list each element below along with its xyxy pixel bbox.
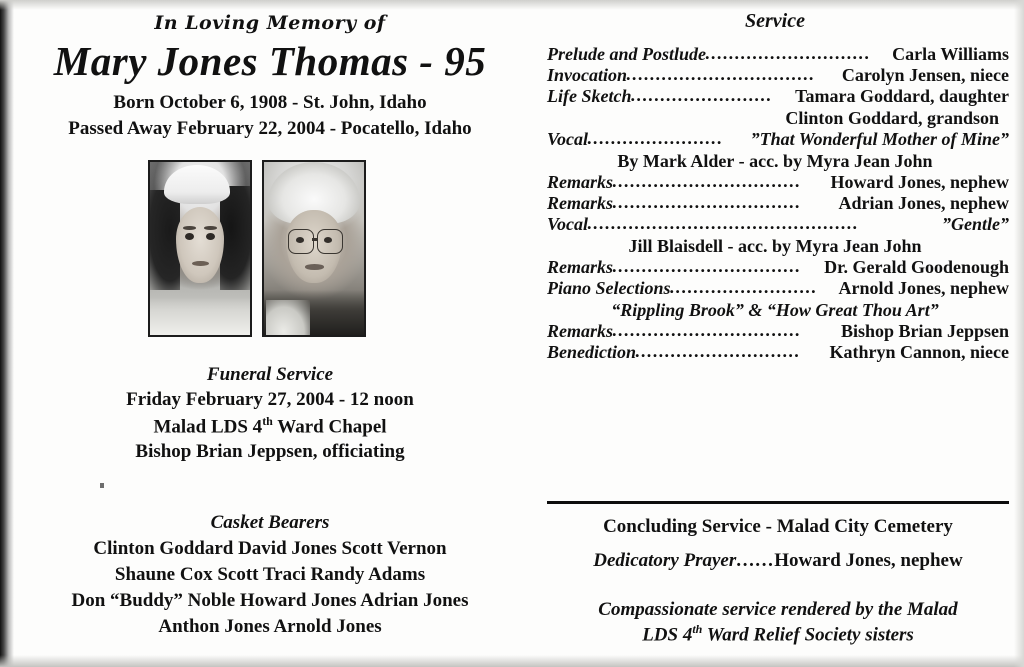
service-item-subline: Clinton Goddard, grandson xyxy=(785,108,999,128)
service-item-leader-dots: ................................ xyxy=(612,256,801,276)
service-item-label: Prelude and Postlude xyxy=(547,44,707,64)
compassionate-service-note xyxy=(541,598,1021,647)
service-item-subline: “Rippling Brook” & “How Great Thou Art” xyxy=(611,300,939,320)
service-item xyxy=(547,86,1009,107)
service-item-label: Life Sketch xyxy=(547,86,632,106)
service-item-leader-dots: ............................ xyxy=(705,43,871,63)
death-line: Passed Away February 22, 2004 - Pocatello, Idaho xyxy=(68,118,472,139)
service-item-value: Arnold Jones, nephew xyxy=(838,278,1009,298)
service-item-leader-dots: ................................ xyxy=(626,64,815,84)
service-item xyxy=(547,257,1009,278)
funeral-service-details xyxy=(18,364,522,463)
casket-bearers-section xyxy=(18,512,522,638)
dedicatory-prayer-line xyxy=(541,550,1015,572)
service-item-value: Carla Williams xyxy=(892,44,1009,64)
service-item-value: ”Gentle” xyxy=(942,214,1009,234)
service-item-label: Remarks xyxy=(547,321,614,341)
service-item xyxy=(547,44,1009,65)
casket-bearers-row: Don “Buddy” Noble Howard Jones Adrian Jones xyxy=(71,590,469,611)
service-item-label: Benediction xyxy=(547,342,636,362)
funeral-venue-line xyxy=(18,414,522,438)
scan-edge-left xyxy=(0,0,14,667)
service-item xyxy=(547,214,1009,235)
service-item-value: Carolyn Jensen, niece xyxy=(841,65,1009,85)
service-item xyxy=(547,129,1009,150)
casket-bearers-row: Shaune Cox Scott Traci Randy Adams xyxy=(114,564,426,585)
section-divider-rule xyxy=(547,501,1009,504)
portrait-photo-elder xyxy=(262,160,366,337)
concluding-service-title: Concluding Service - Malad City Cemetery xyxy=(603,516,953,537)
dedicatory-prayer-label: Dedicatory Prayer xyxy=(593,550,737,571)
service-item xyxy=(547,172,1009,193)
service-item xyxy=(547,278,1009,299)
portrait-photo-pair xyxy=(130,160,370,335)
service-item-label: Remarks xyxy=(547,257,614,277)
dedicatory-prayer-dots: …… xyxy=(736,550,775,571)
compassion-text-pre: LDS 4 xyxy=(642,624,693,646)
service-item-label: Remarks xyxy=(547,193,614,213)
service-item-label: Vocal xyxy=(547,129,589,149)
funeral-service-title: Funeral Service xyxy=(206,364,334,385)
service-item-leader-dots: .............................................. xyxy=(587,213,859,233)
funeral-officiant-line: Bishop Brian Jeppsen, officiating xyxy=(135,441,405,463)
compassion-ordinal-suffix: th xyxy=(692,621,703,636)
service-item-subline: By Mark Alder - acc. by Myra Jean John xyxy=(617,151,933,171)
casket-bearers-row: Anthon Jones Arnold Jones xyxy=(158,616,382,637)
service-right-column xyxy=(541,0,1015,667)
service-item-label: Invocation xyxy=(547,65,628,85)
in-loving-memory-line: In Loving Memory of xyxy=(154,12,386,34)
service-item-value: Kathryn Cannon, niece xyxy=(829,342,1009,362)
compassion-line-2 xyxy=(541,622,1015,647)
service-item-leader-dots: ................................ xyxy=(612,320,801,340)
dedicatory-prayer-value: Howard Jones, nephew xyxy=(774,550,963,571)
service-item-label: Piano Selections xyxy=(547,278,671,298)
service-item-leader-dots: ........................ xyxy=(630,85,773,105)
service-item xyxy=(547,65,1009,86)
service-item-leader-dots: ................................ xyxy=(612,192,801,212)
funeral-date-line: Friday February 27, 2004 - 12 noon xyxy=(126,389,414,410)
service-program-list xyxy=(541,44,1015,363)
service-item-subline: Jill Blaisdell - acc. by Myra Jean John xyxy=(628,236,922,256)
service-item-leader-dots: ....................... xyxy=(587,128,723,148)
service-item-value: Bishop Brian Jeppsen xyxy=(840,321,1009,341)
birth-line: Born October 6, 1908 - St. John, Idaho xyxy=(113,92,427,113)
compassion-line-1: Compassionate service rendered by the Malad xyxy=(598,599,958,620)
deceased-name-title: Mary Jones Thomas - 95 xyxy=(53,38,487,84)
casket-bearers-row: Clinton Goddard David Jones Scott Vernon xyxy=(93,538,447,559)
service-item-value: Dr. Gerald Goodenough xyxy=(824,257,1009,277)
casket-bearers-title: Casket Bearers xyxy=(210,512,330,533)
service-item-value: Adrian Jones, nephew xyxy=(838,193,1009,213)
service-item-label: Remarks xyxy=(547,172,614,192)
service-item-leader-dots: ............................ xyxy=(635,341,801,361)
service-item-value: ”That Wonderful Mother of Mine” xyxy=(750,129,1009,149)
venue-text-post: Ward Chapel xyxy=(272,416,387,438)
venue-text-pre: Malad LDS 4 xyxy=(153,416,263,438)
service-item xyxy=(547,342,1009,363)
service-item-label: Vocal xyxy=(547,214,589,234)
service-item-value: Tamara Goddard, daughter xyxy=(795,86,1009,106)
service-item-value: Howard Jones, nephew xyxy=(830,172,1009,192)
concluding-service-section xyxy=(541,516,1021,572)
service-item xyxy=(547,193,1009,214)
service-item xyxy=(547,321,1009,342)
venue-ordinal-suffix: th xyxy=(262,414,273,428)
service-item-leader-dots: ................................ xyxy=(612,171,801,191)
compassion-text-post: Ward Relief Society sisters xyxy=(702,624,914,646)
service-item-leader-dots: ......................... xyxy=(669,277,818,297)
portrait-photo-young xyxy=(148,160,252,337)
service-heading: Service xyxy=(745,10,805,32)
